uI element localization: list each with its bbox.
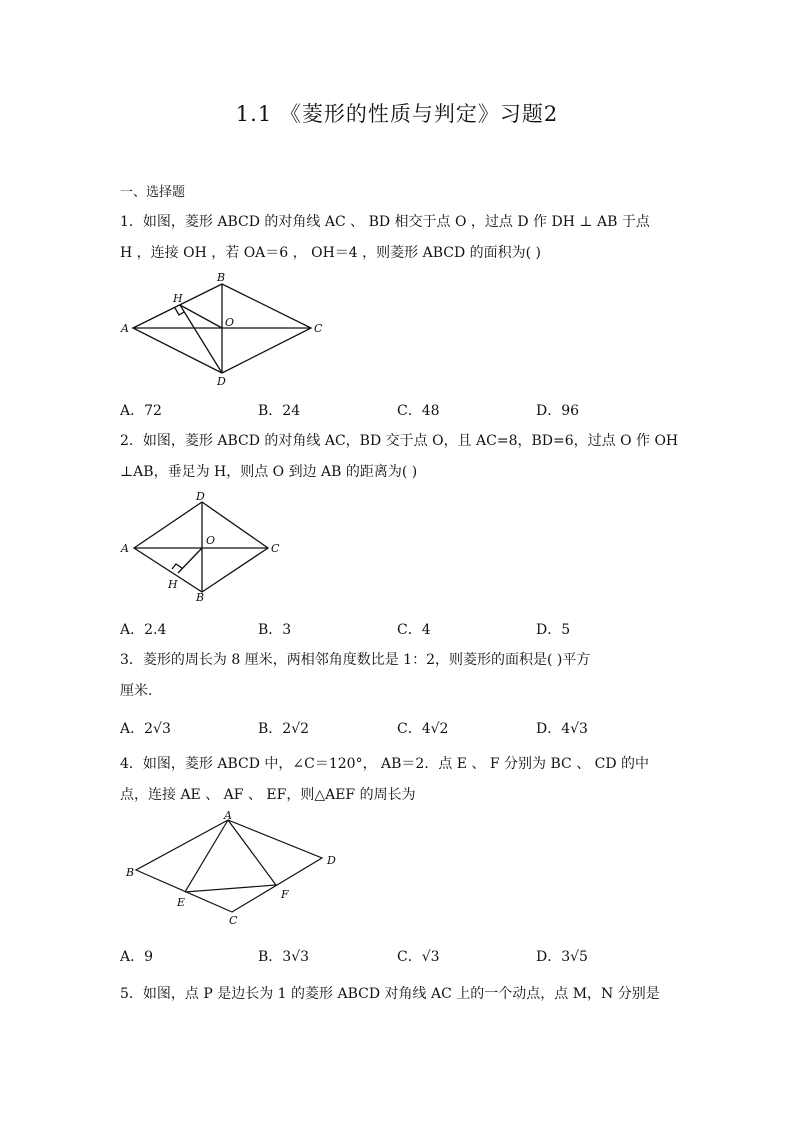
q4-segment-ef — [185, 885, 276, 892]
q2-label-c: C — [271, 542, 280, 555]
q1-option-c: C．48 — [397, 403, 440, 419]
q3-line-2: 厘米. — [120, 683, 153, 699]
q3-option-a: A．2√3 — [120, 721, 171, 737]
q2-option-c: C．4 — [397, 622, 431, 638]
q1-figure — [118, 270, 338, 392]
q4-option-b: B．3√3 — [258, 949, 310, 965]
page-title: 1.1 《菱形的性质与判定》习题2 — [235, 102, 559, 126]
q3-option-b: B．2√2 — [258, 721, 310, 737]
q1-label-h: H — [173, 292, 183, 305]
q4-label-b: B — [126, 866, 135, 879]
q2-option-d: D．5 — [536, 622, 571, 638]
q4-line-1: 4．如图，菱形 ABCD 中，∠C＝120°， AB＝2．点 E 、 F 分别为 BC 、 CD 的中 — [120, 756, 650, 772]
q2-label-o: O — [206, 534, 216, 547]
q1-option-b: B．24 — [258, 403, 301, 419]
q2-label-d: D — [196, 490, 205, 503]
q1-label-d: D — [217, 375, 226, 388]
q4-segment-ae — [185, 820, 228, 892]
section-heading: 一、选择题 — [120, 185, 186, 200]
q4-label-e: E — [177, 896, 186, 909]
q5-line-1: 5．如图，点 P 是边长为 1 的菱形 ABCD 对角线 AC 上的一个动点，点 M，N 分别是 — [120, 986, 660, 1002]
q2-label-a: A — [121, 542, 129, 555]
q4-label-a: A — [224, 810, 232, 822]
q4-label-d: D — [327, 854, 336, 867]
q1-label-a: A — [121, 322, 129, 335]
q1-line-2: H ，连接 OH ，若 OA＝6 ， OH＝4 ，则菱形 ABCD 的面积为( ) — [120, 245, 542, 261]
q1-label-c: C — [314, 322, 323, 335]
q1-option-d: D．96 — [536, 403, 580, 419]
q4-label-c: C — [229, 914, 238, 927]
q3-line-1: 3．菱形的周长为 8 厘米，两相邻角度数比是 1：2，则菱形的面积是( )平方 — [120, 652, 591, 668]
q2-line-1: 2．如图，菱形 ABCD 的对角线 AC，BD 交于点 O，且 AC=8，BD=6，过点 O 作 OH — [120, 433, 679, 449]
q1-label-b: B — [217, 271, 226, 284]
q4-option-a: A．9 — [120, 949, 154, 965]
q4-rhombus — [136, 820, 322, 912]
q1-label-o: O — [225, 316, 235, 329]
q2-label-h: H — [168, 578, 178, 591]
q2-figure — [116, 488, 292, 608]
q4-figure — [122, 810, 347, 930]
q4-line-2: 点，连接 AE 、 AF 、 EF，则△AEF 的周长为 — [120, 787, 416, 803]
q3-option-c: C．4√2 — [397, 721, 449, 737]
q2-segment-oh — [178, 548, 202, 573]
q2-rhombus — [134, 502, 268, 592]
q2-right-angle-mark — [172, 564, 182, 569]
q2-option-b: B．3 — [258, 622, 292, 638]
q4-option-d: D．3√5 — [536, 949, 588, 965]
q4-option-c: C．√3 — [397, 949, 440, 965]
q1-segment-oh — [180, 305, 222, 328]
q4-label-f: F — [281, 888, 289, 901]
q2-label-b: B — [196, 591, 205, 604]
q1-line-1: 1．如图，菱形 ABCD 的对角线 AC 、 BD 相交于点 O ，过点 D 作 DH ⊥ AB 于点 — [120, 214, 650, 230]
q3-option-d: D．4√3 — [536, 721, 588, 737]
q2-line-2: ⊥AB，垂足为 H，则点 O 到边 AB 的距离为( ) — [120, 464, 418, 480]
q1-option-a: A．72 — [120, 403, 162, 419]
q2-option-a: A．2.4 — [120, 622, 167, 638]
